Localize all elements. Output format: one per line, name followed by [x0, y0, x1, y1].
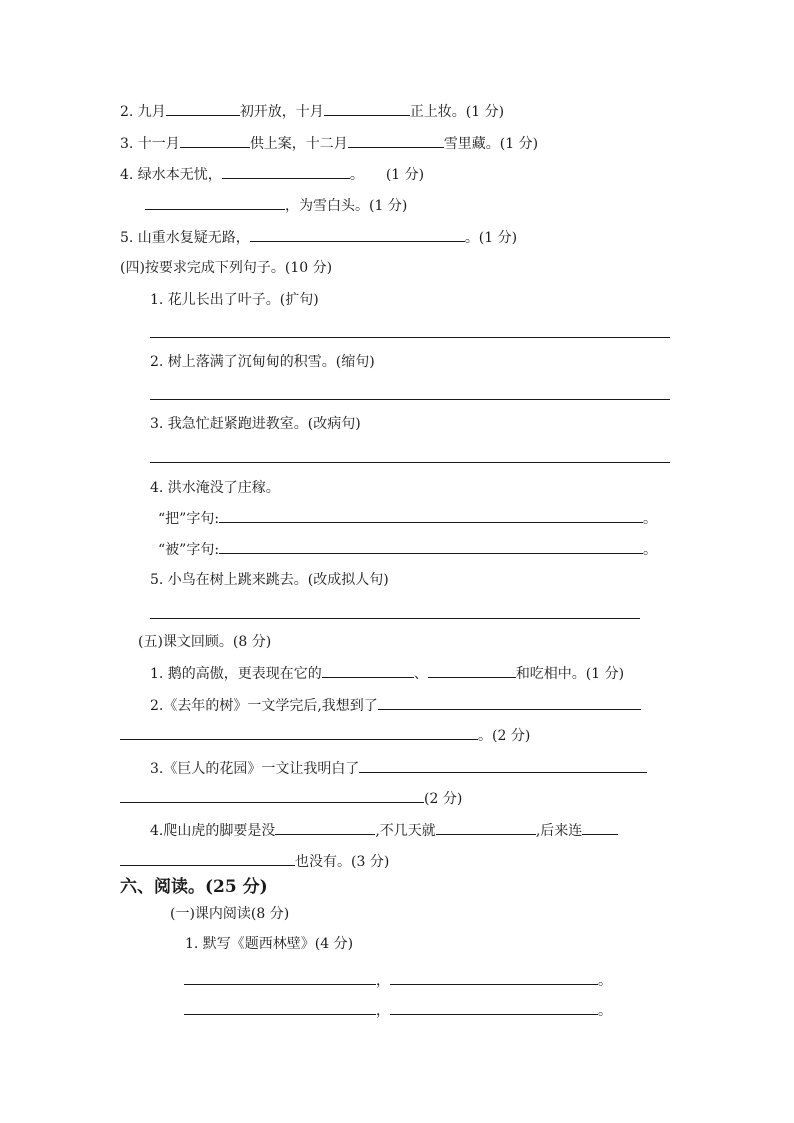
section-6-title: 六、阅读。(25 分): [120, 877, 268, 897]
blank[interactable]: [120, 788, 424, 803]
s4-q4: 4. 洪水淹没了庄稼。: [150, 480, 280, 496]
fill-line-4b: [145, 195, 407, 215]
text: 雪里藏。(1 分): [443, 136, 539, 152]
s5-q4: [150, 820, 618, 840]
blank[interactable]: [275, 820, 375, 835]
text: ，: [376, 973, 390, 989]
text: 1. 鹅的高傲，更表现在它的: [150, 666, 322, 682]
blank[interactable]: [428, 663, 516, 678]
text: 正上妆。(1 分): [409, 104, 505, 120]
s4-q1: 1. 花儿长出了叶子。(扩句): [150, 292, 319, 308]
text: ,后来连: [535, 823, 583, 839]
text: 3. 十一月: [120, 136, 180, 152]
blank[interactable]: [348, 133, 444, 148]
blank[interactable]: [219, 508, 643, 523]
label: “被”字句:: [158, 542, 220, 558]
text: 。: [349, 167, 364, 183]
text: 也没有。(3 分): [295, 854, 390, 870]
text: 3.《巨人的花园》一文让我明白了: [150, 761, 360, 777]
text: 。: [643, 542, 658, 558]
text: 4. 绿水本无忧，: [120, 167, 222, 183]
s5-q3: [150, 758, 647, 778]
blank[interactable]: [390, 970, 598, 985]
blank[interactable]: [180, 133, 250, 148]
blank[interactable]: [120, 725, 478, 740]
text: 2. 九月: [120, 104, 166, 120]
text: 5. 山重水复疑无路，: [120, 230, 250, 246]
text: 4.爬山虎的脚要是没: [150, 823, 276, 839]
blank[interactable]: [145, 195, 285, 210]
label: “把”字句:: [158, 511, 220, 527]
blank[interactable]: [359, 758, 647, 773]
s5-q2: [150, 695, 641, 715]
fill-line-3: [120, 133, 538, 153]
s4-q3: 3. 我急忙赶紧跑进教室。(改病句): [150, 416, 361, 432]
blank[interactable]: [222, 164, 350, 179]
answer-line[interactable]: [150, 462, 670, 463]
answer-line[interactable]: [150, 337, 670, 338]
s5-q2-cont: [120, 725, 530, 745]
answer-line[interactable]: [150, 399, 670, 400]
text: 。(2 分): [478, 728, 531, 744]
section-5-title: (五)课文回顾。(8 分): [138, 634, 272, 650]
section-4-title: (四)按要求完成下列句子。(10 分): [120, 260, 333, 276]
text: 。: [598, 973, 612, 989]
blank[interactable]: [582, 820, 618, 835]
blank[interactable]: [219, 539, 643, 554]
text: 2.《去年的树》一文学完后,我想到了: [150, 698, 378, 714]
blank[interactable]: [436, 820, 536, 835]
blank[interactable]: [390, 1000, 598, 1015]
blank[interactable]: [322, 663, 414, 678]
blank[interactable]: [378, 695, 641, 710]
text: 初开放，十月: [239, 104, 324, 120]
s5-q1: [150, 663, 624, 683]
text: ,不几天就: [375, 823, 436, 839]
blank[interactable]: [184, 970, 376, 985]
text: 、: [413, 666, 428, 682]
s5-q4-cont: [120, 851, 389, 871]
blank[interactable]: [250, 227, 465, 242]
text: (2 分): [424, 791, 463, 807]
text: (1 分): [385, 167, 425, 183]
blank[interactable]: [120, 851, 295, 866]
text: 。(1 分): [464, 230, 518, 246]
s4-q5: 5. 小鸟在树上跳来跳去。(改成拟人句): [150, 572, 389, 588]
text: 。: [598, 1003, 612, 1019]
fill-line-5: [120, 227, 517, 247]
s4-q4-ba: [158, 508, 657, 528]
blank[interactable]: [184, 1000, 376, 1015]
blank[interactable]: [324, 101, 410, 116]
blank[interactable]: [166, 101, 240, 116]
s4-q4-bei: [158, 539, 657, 559]
answer-line[interactable]: [150, 618, 640, 619]
section-6-sub: (一)课内阅读(8 分): [170, 906, 290, 922]
text: ，为雪白头。(1 分): [285, 198, 408, 214]
text: 供上案，十二月: [249, 136, 348, 152]
text: 和吃相中。(1 分): [515, 666, 625, 682]
text: ，: [376, 1003, 390, 1019]
poem-line-2: [184, 1000, 612, 1020]
s5-q3-cont: [120, 788, 462, 808]
s4-q2: 2. 树上落满了沉甸甸的积雪。(缩句): [150, 354, 375, 370]
fill-line-4: [120, 164, 424, 184]
poem-line-1: [184, 970, 612, 990]
text: 。: [643, 511, 658, 527]
s6-q1: 1. 默写《题西林壁》(4 分): [185, 936, 354, 952]
fill-line-2: [120, 101, 504, 121]
